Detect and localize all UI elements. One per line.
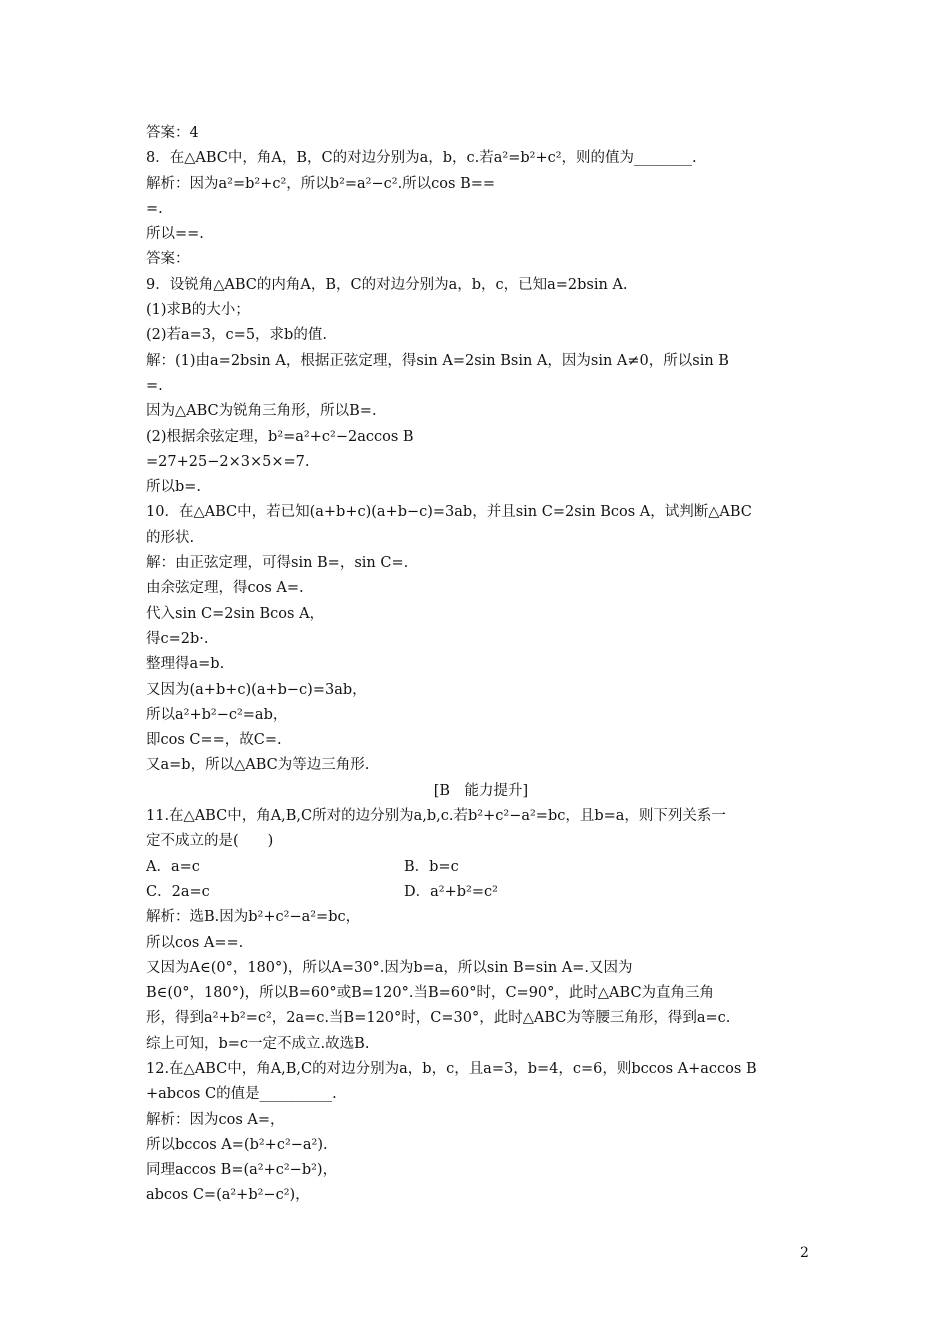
text-line: =. [146,377,163,394]
text-line: 得c=2b·. [146,630,209,647]
text-line: 解析：选B.因为b²+c²−a²=bc， [146,909,361,926]
text-line: 因为△ABC为锐角三角形，所以B=. [146,403,377,420]
text-line: 8．在△ABC中，角A，B，C的对边分别为a，b，c.若a²=b²+c²，则的值为________. [146,150,697,167]
text-line: 解：由正弦定理，可得sin B=，sin C=. [146,555,409,572]
text-line: 即cos C==，故C=. [146,732,282,749]
text-line: 综上可知，b=c一定不成立.故选B. [146,1035,370,1052]
text-line: 定不成立的是( ) [146,833,274,850]
text-line: 代入sin C=2sin Bcos A， [146,605,325,622]
option-b: B．b=c [404,858,459,875]
text-line: 解：(1)由a=2bsin A，根据正弦定理，得sin A=2sin Bsin A，因为sin A≠0，所以sin B [146,352,729,369]
text-line: 整理得a=b. [146,656,225,673]
text-line: 答案： [146,251,190,268]
section-heading: [B 能力提升] [433,782,529,799]
text-line: 由余弦定理，得cos A=. [146,580,304,597]
text-line: 11.在△ABC中，角A,B,C所对的边分别为a,b,c.若b²+c²−a²=bc，且b=a，则下列关系一 [146,808,726,825]
text-line: 所以cos A==. [146,934,244,951]
text-line: =. [146,200,163,217]
text-line: 所以b=. [146,479,202,496]
text-line: 答案：4 [146,125,199,141]
text-line: 9．设锐角△ABC的内角A，B，C的对边分别为a，b，c，已知a=2bsin A. [146,276,628,293]
option-d: D．a²+b²=c² [404,883,498,900]
text-line: 12.在△ABC中，角A,B,C的对边分别为a，b，c，且a=3，b=4，c=6，则bccos A+accos B [146,1060,757,1077]
text-line: 解析：因为cos A=， [146,1111,285,1128]
text-line: 10．在△ABC中，若已知(a+b+c)(a+b−c)=3ab，并且sin C=2sin Bcos A，试判断△ABC [146,504,752,521]
text-line: 的形状. [146,529,195,546]
text-line: 解析：因为a²=b²+c²，所以b²=a²−c².所以cos B== [146,175,496,192]
options-row [146,855,816,880]
option-c: C．2a=c [146,883,210,900]
text-line: (2)根据余弦定理，b²=a²+c²−2accos B [146,428,414,445]
text-line: B∈(0°，180°)，所以B=60°或B=120°.当B=60°时，C=90°，此时△ABC为直角三角 [146,985,715,1002]
text-line: 形，得到a²+b²=c²，2a=c.当B=120°时，C=30°，此时△ABC为等腰三角形，得到a=c. [146,1010,731,1027]
text-line: =27+25−2×3×5×=7. [146,453,310,470]
text-line: +abcos C的值是__________. [146,1086,337,1103]
text-line: 又因为(a+b+c)(a+b−c)=3ab， [146,681,367,698]
text-line: 所以==. [146,226,204,243]
text-line: (2)若a=3，c=5，求b的值. [146,327,327,344]
text-line: 同理accos B=(a²+c²−b²)， [146,1162,338,1179]
text-line: (1)求B的大小； [146,302,250,319]
options-row [146,880,816,905]
text-line: 所以bccos A=(b²+c²−a²). [146,1136,328,1153]
text-line: 所以a²+b²−c²=ab， [146,706,288,723]
page-number: 2 [800,1245,809,1261]
text-line: 又因为A∈(0°，180°)，所以A=30°.因为b=a，所以sin B=sin A=.又因为 [146,959,633,976]
option-a: A．a=c [146,858,200,875]
page-content [146,121,816,1209]
text-line: abcos C=(a²+b²−c²)， [146,1187,310,1204]
text-line: 又a=b，所以△ABC为等边三角形. [146,757,370,774]
